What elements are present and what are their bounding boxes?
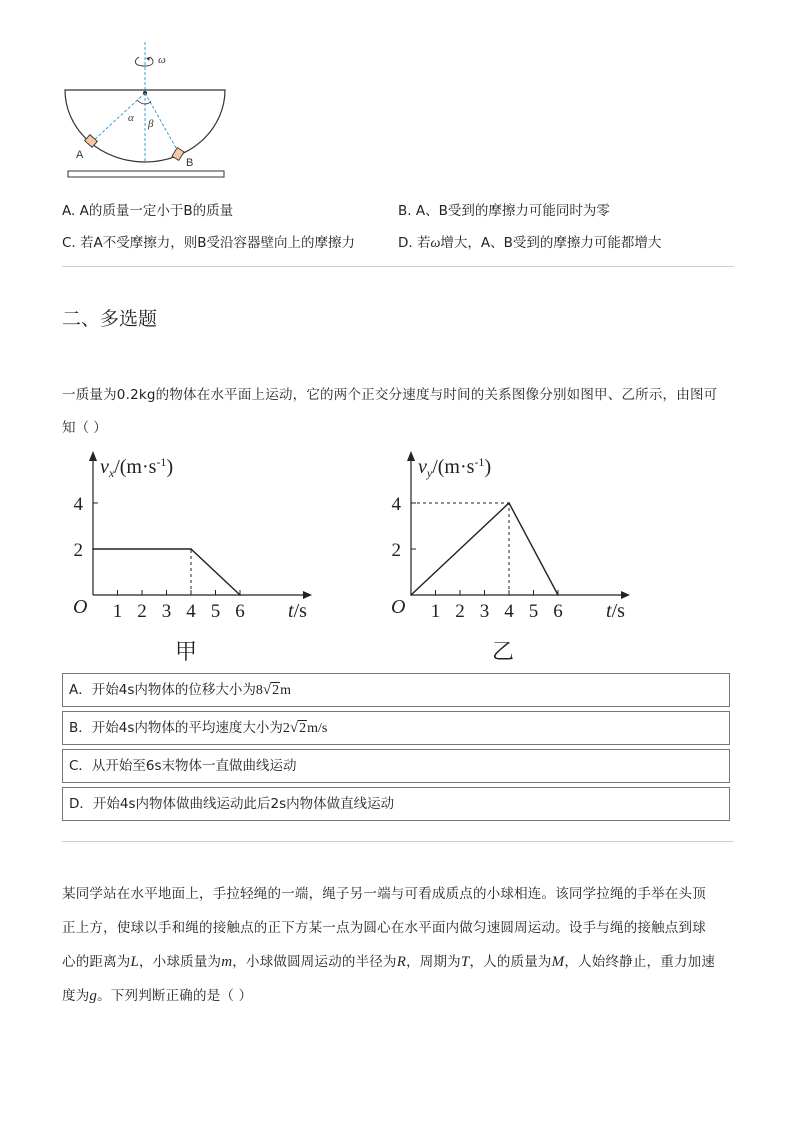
text: ，人的质量为: [469, 954, 552, 970]
var-l: L: [130, 954, 140, 970]
rotation-arrow-icon: [135, 57, 153, 66]
data-point: [410, 594, 412, 596]
arrow-head-icon: [146, 57, 150, 61]
var-big-m: M: [551, 954, 565, 970]
y-tick-label: 4: [73, 494, 83, 515]
chart-vy-t: [378, 445, 678, 670]
text: ，周期为: [406, 954, 461, 970]
x-tick-label: 6: [553, 601, 563, 622]
divider: [62, 841, 734, 842]
x-axis-label: t/s: [606, 600, 625, 622]
block-a: [85, 135, 98, 148]
text: ，小球做圆周运动的半径为: [232, 954, 397, 970]
unit: m/s: [307, 721, 328, 736]
q3-line3: [62, 945, 742, 979]
series-line: [411, 503, 558, 595]
block-b-label: B: [186, 157, 194, 169]
base-plate: [68, 171, 224, 177]
q2-option-a-text: A．开始4s内物体的位移大小为: [69, 682, 256, 698]
q1-option-b[interactable]: B. A、B受到的摩擦力可能同时为零: [398, 203, 610, 219]
data-point: [557, 594, 559, 596]
q1-option-d-prefix: D. 若: [398, 235, 431, 251]
data-point: [508, 502, 510, 504]
y-tick-label: 4: [391, 494, 401, 515]
text: 心的距离为: [62, 954, 131, 970]
x-tick-label: 3: [479, 601, 490, 622]
angle-arc-alpha: [137, 100, 145, 104]
angle-arc-beta: [145, 101, 151, 104]
x-tick-label: 4: [186, 601, 196, 622]
q2-option-d[interactable]: [62, 787, 730, 821]
x-axis-label: t/s: [288, 600, 307, 622]
text: ，人始终静止，重力加速: [564, 954, 716, 970]
divider: [62, 266, 734, 267]
chart-caption: 乙: [491, 640, 515, 665]
q2-option-d-text: D．开始4s内物体做曲线运动此后2s内物体做直线运动: [69, 796, 395, 812]
bowl-figure: [60, 36, 240, 186]
x-tick-label: 1: [112, 601, 123, 622]
q1-option-a[interactable]: A. A的质量一定小于B的质量: [62, 203, 234, 219]
series-line: [93, 549, 240, 595]
text: 。下列判断正确的是（ ）: [97, 988, 253, 1004]
sqrt-icon: √: [289, 720, 299, 736]
alpha-label: α: [128, 112, 134, 124]
data-point: [190, 548, 192, 550]
data-point: [239, 594, 241, 596]
q3-line2: 正上方，使球以手和绳的接触点的正下方某一点为圆心在水平面内做匀速圆周运动。设手与绳的接触点到球: [62, 920, 706, 936]
q2-option-a[interactable]: [62, 673, 730, 707]
origin-label: O: [73, 596, 88, 618]
omega-symbol: ω: [430, 236, 441, 251]
x-tick-label: 1: [430, 601, 441, 622]
sqrt-icon: √: [262, 682, 272, 698]
x-tick-label: 2: [455, 601, 465, 622]
var-t: T: [460, 954, 470, 970]
x-tick-label: 4: [504, 601, 514, 622]
y-tick-label: 2: [391, 540, 401, 561]
q2-stem-line2: 知（ ）: [62, 420, 107, 436]
x-tick-label: 6: [235, 601, 245, 622]
block-b: [172, 148, 184, 161]
chart-vx-t: [60, 445, 360, 670]
x-tick-label: 2: [137, 601, 147, 622]
radicand: 2: [299, 721, 307, 736]
y-axis-label: $v_y/(m\cdot s^{-1})$: [418, 455, 492, 480]
radicand: 2: [272, 683, 280, 698]
section-title: 二、多选题: [62, 308, 158, 330]
origin-label: O: [391, 596, 406, 618]
text: 度为: [62, 988, 90, 1004]
q2-option-b-math: [283, 721, 327, 736]
q3-line4: [62, 979, 742, 1013]
coef: 8: [255, 683, 263, 698]
q2-option-b-text: B．开始4s内物体的平均速度大小为: [69, 720, 283, 736]
chart-caption: 甲: [174, 640, 198, 665]
data-point: [92, 548, 94, 550]
q2-stem-line1: 一质量为0.2kg的物体在水平面上运动，它的两个正交分速度与时间的关系图像分别如图甲、乙所示，由图可: [62, 387, 718, 403]
var-r: R: [396, 954, 407, 970]
y-axis-arrow-icon: [89, 451, 97, 461]
q1-option-d-suffix: 增大，A、B受到的摩擦力可能都增大: [440, 235, 662, 251]
q1-option-c[interactable]: C. 若A不受摩擦力，则B受沿容器壁向上的摩擦力: [62, 235, 356, 251]
x-tick-label: 5: [528, 601, 539, 622]
unit: m: [280, 683, 291, 698]
x-axis-arrow-icon: [621, 591, 630, 599]
var-g: g: [89, 988, 98, 1004]
q3-line1: 某同学站在水平地面上，手拉轻绳的一端，绳子另一端与可看成质点的小球相连。该同学拉绳的手举在头顶: [62, 886, 706, 902]
coef: 2: [282, 721, 290, 736]
x-tick-label: 3: [161, 601, 172, 622]
y-axis-arrow-icon: [407, 451, 415, 461]
text: ，小球质量为: [139, 954, 222, 970]
q2-option-c[interactable]: [62, 749, 730, 783]
q2-option-b[interactable]: [62, 711, 730, 745]
var-m: m: [221, 954, 233, 970]
omega-label: ω: [158, 54, 166, 66]
q2-option-c-text: C．从开始至6s末物体一直做曲线运动: [69, 758, 297, 774]
y-axis-label: $v_x/(m\cdot s^{-1})$: [100, 455, 174, 480]
x-axis-arrow-icon: [303, 591, 312, 599]
x-tick-label: 5: [210, 601, 221, 622]
q1-option-d[interactable]: [398, 231, 661, 252]
q2-option-a-math: [256, 683, 291, 698]
block-a-label: A: [76, 149, 84, 161]
beta-label: β: [148, 118, 154, 130]
y-tick-label: 2: [73, 540, 83, 561]
